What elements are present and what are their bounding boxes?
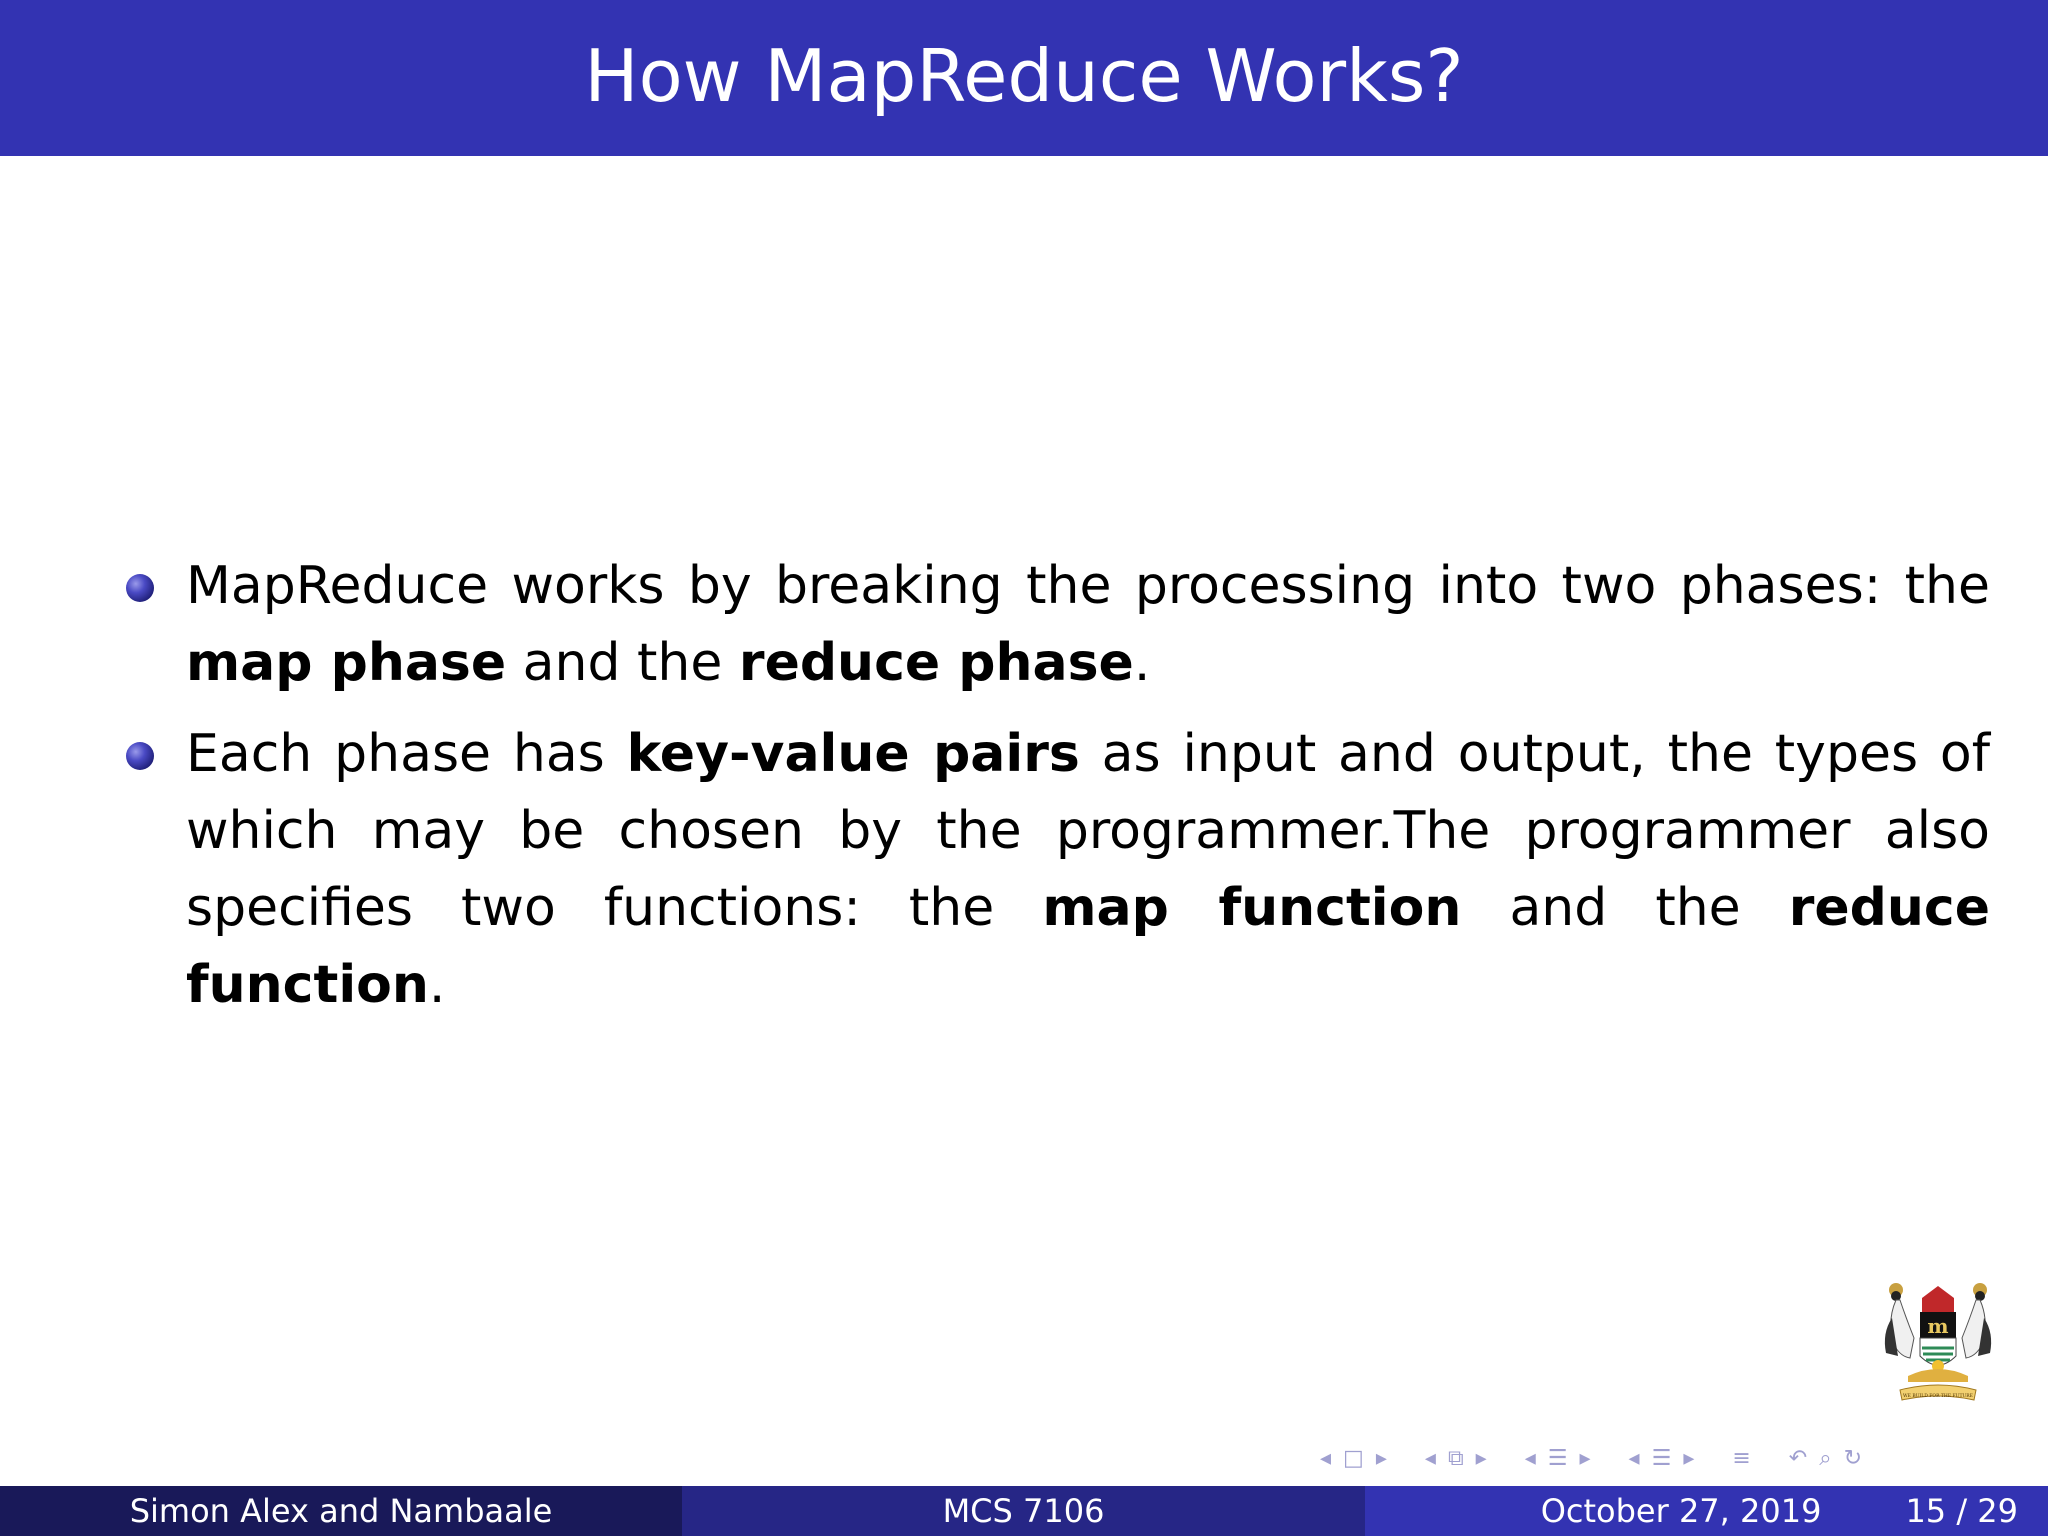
search-icon[interactable]: ⌕ <box>1819 1445 1832 1471</box>
section-icon[interactable]: ☰ <box>1651 1445 1672 1471</box>
arrow-left-icon[interactable]: ◂ <box>1628 1445 1640 1471</box>
footer-authors-panel <box>0 1486 682 1536</box>
nav-slide-group[interactable] <box>1320 1446 1399 1471</box>
footer-page-number: 15 / 29 <box>1905 1492 2018 1530</box>
right-crane-icon <box>1962 1283 1991 1358</box>
arrow-right-icon[interactable]: ▸ <box>1375 1445 1387 1471</box>
frame-icon[interactable]: ⧉ <box>1447 1445 1464 1471</box>
footer-course: MCS 7106 <box>942 1492 1105 1530</box>
bullet-icon <box>126 742 154 770</box>
align-icon[interactable]: ≡ <box>1732 1445 1751 1471</box>
bullet-text-bold: map function <box>1042 878 1462 938</box>
bullet-text-part: and the <box>506 633 739 693</box>
nav-frame-group[interactable] <box>1425 1446 1499 1471</box>
arrow-left-icon[interactable]: ◂ <box>1524 1445 1536 1471</box>
bullet-text-bold: map phase <box>186 633 507 693</box>
nav-section-group[interactable] <box>1629 1446 1707 1471</box>
nav-subsection-group[interactable] <box>1525 1446 1603 1471</box>
university-logo <box>1878 1278 1998 1418</box>
slide-title: How MapReduce Works? <box>584 34 1464 118</box>
arrow-left-icon[interactable]: ◂ <box>1320 1445 1332 1471</box>
shield-icon <box>1920 1286 1956 1372</box>
refresh-icon[interactable]: ↻ <box>1843 1445 1862 1471</box>
title-bar <box>0 0 2048 156</box>
bullet-text-part: Each phase has <box>186 724 627 784</box>
bullet-text-part: as input and output, the types of which may be chosen by the programmer.The programmer also specifies two functions: the <box>186 724 1990 938</box>
slide-icon[interactable]: □ <box>1343 1445 1364 1471</box>
arrow-right-icon[interactable]: ▸ <box>1579 1445 1591 1471</box>
slide-content <box>120 548 1990 1038</box>
bullet-text-part: . <box>428 955 446 1015</box>
bullet-icon <box>126 574 154 602</box>
nav-search-group[interactable] <box>1789 1446 1874 1471</box>
bullet-text-part: and the <box>1461 878 1789 938</box>
footer-authors: Simon Alex and Nambaale <box>129 1492 553 1530</box>
arrow-left-icon[interactable]: ◂ <box>1424 1445 1436 1471</box>
bullet-item <box>120 548 1990 702</box>
left-crane-icon <box>1885 1283 1914 1358</box>
bullet-item <box>120 716 1990 1024</box>
arrow-right-icon[interactable]: ▸ <box>1475 1445 1487 1471</box>
bullet-text-bold: key-value pairs <box>626 724 1080 784</box>
bullet-text-part: . <box>1133 633 1151 693</box>
bullet-text-bold: reduce function <box>186 878 1990 1015</box>
nav-align-group[interactable] <box>1732 1446 1762 1471</box>
beamer-navigation <box>1320 1440 1900 1476</box>
footer-date: October 27, 2019 <box>1540 1492 1822 1530</box>
footer <box>0 1486 2048 1536</box>
bullet-text-part: MapReduce works by breaking the processing into two phases: the <box>186 556 1990 616</box>
footer-course-panel <box>682 1486 1365 1536</box>
bullet-text-bold: reduce phase <box>738 633 1134 693</box>
arrow-right-icon[interactable]: ▸ <box>1683 1445 1695 1471</box>
subsection-icon[interactable]: ☰ <box>1547 1445 1568 1471</box>
footer-date-panel <box>1365 1486 2048 1536</box>
svg-text:m: m <box>1927 1314 1949 1338</box>
svg-text:WE BUILD FOR THE FUTURE: WE BUILD FOR THE FUTURE <box>1903 1394 1973 1399</box>
back-icon[interactable]: ↶ <box>1788 1445 1808 1471</box>
